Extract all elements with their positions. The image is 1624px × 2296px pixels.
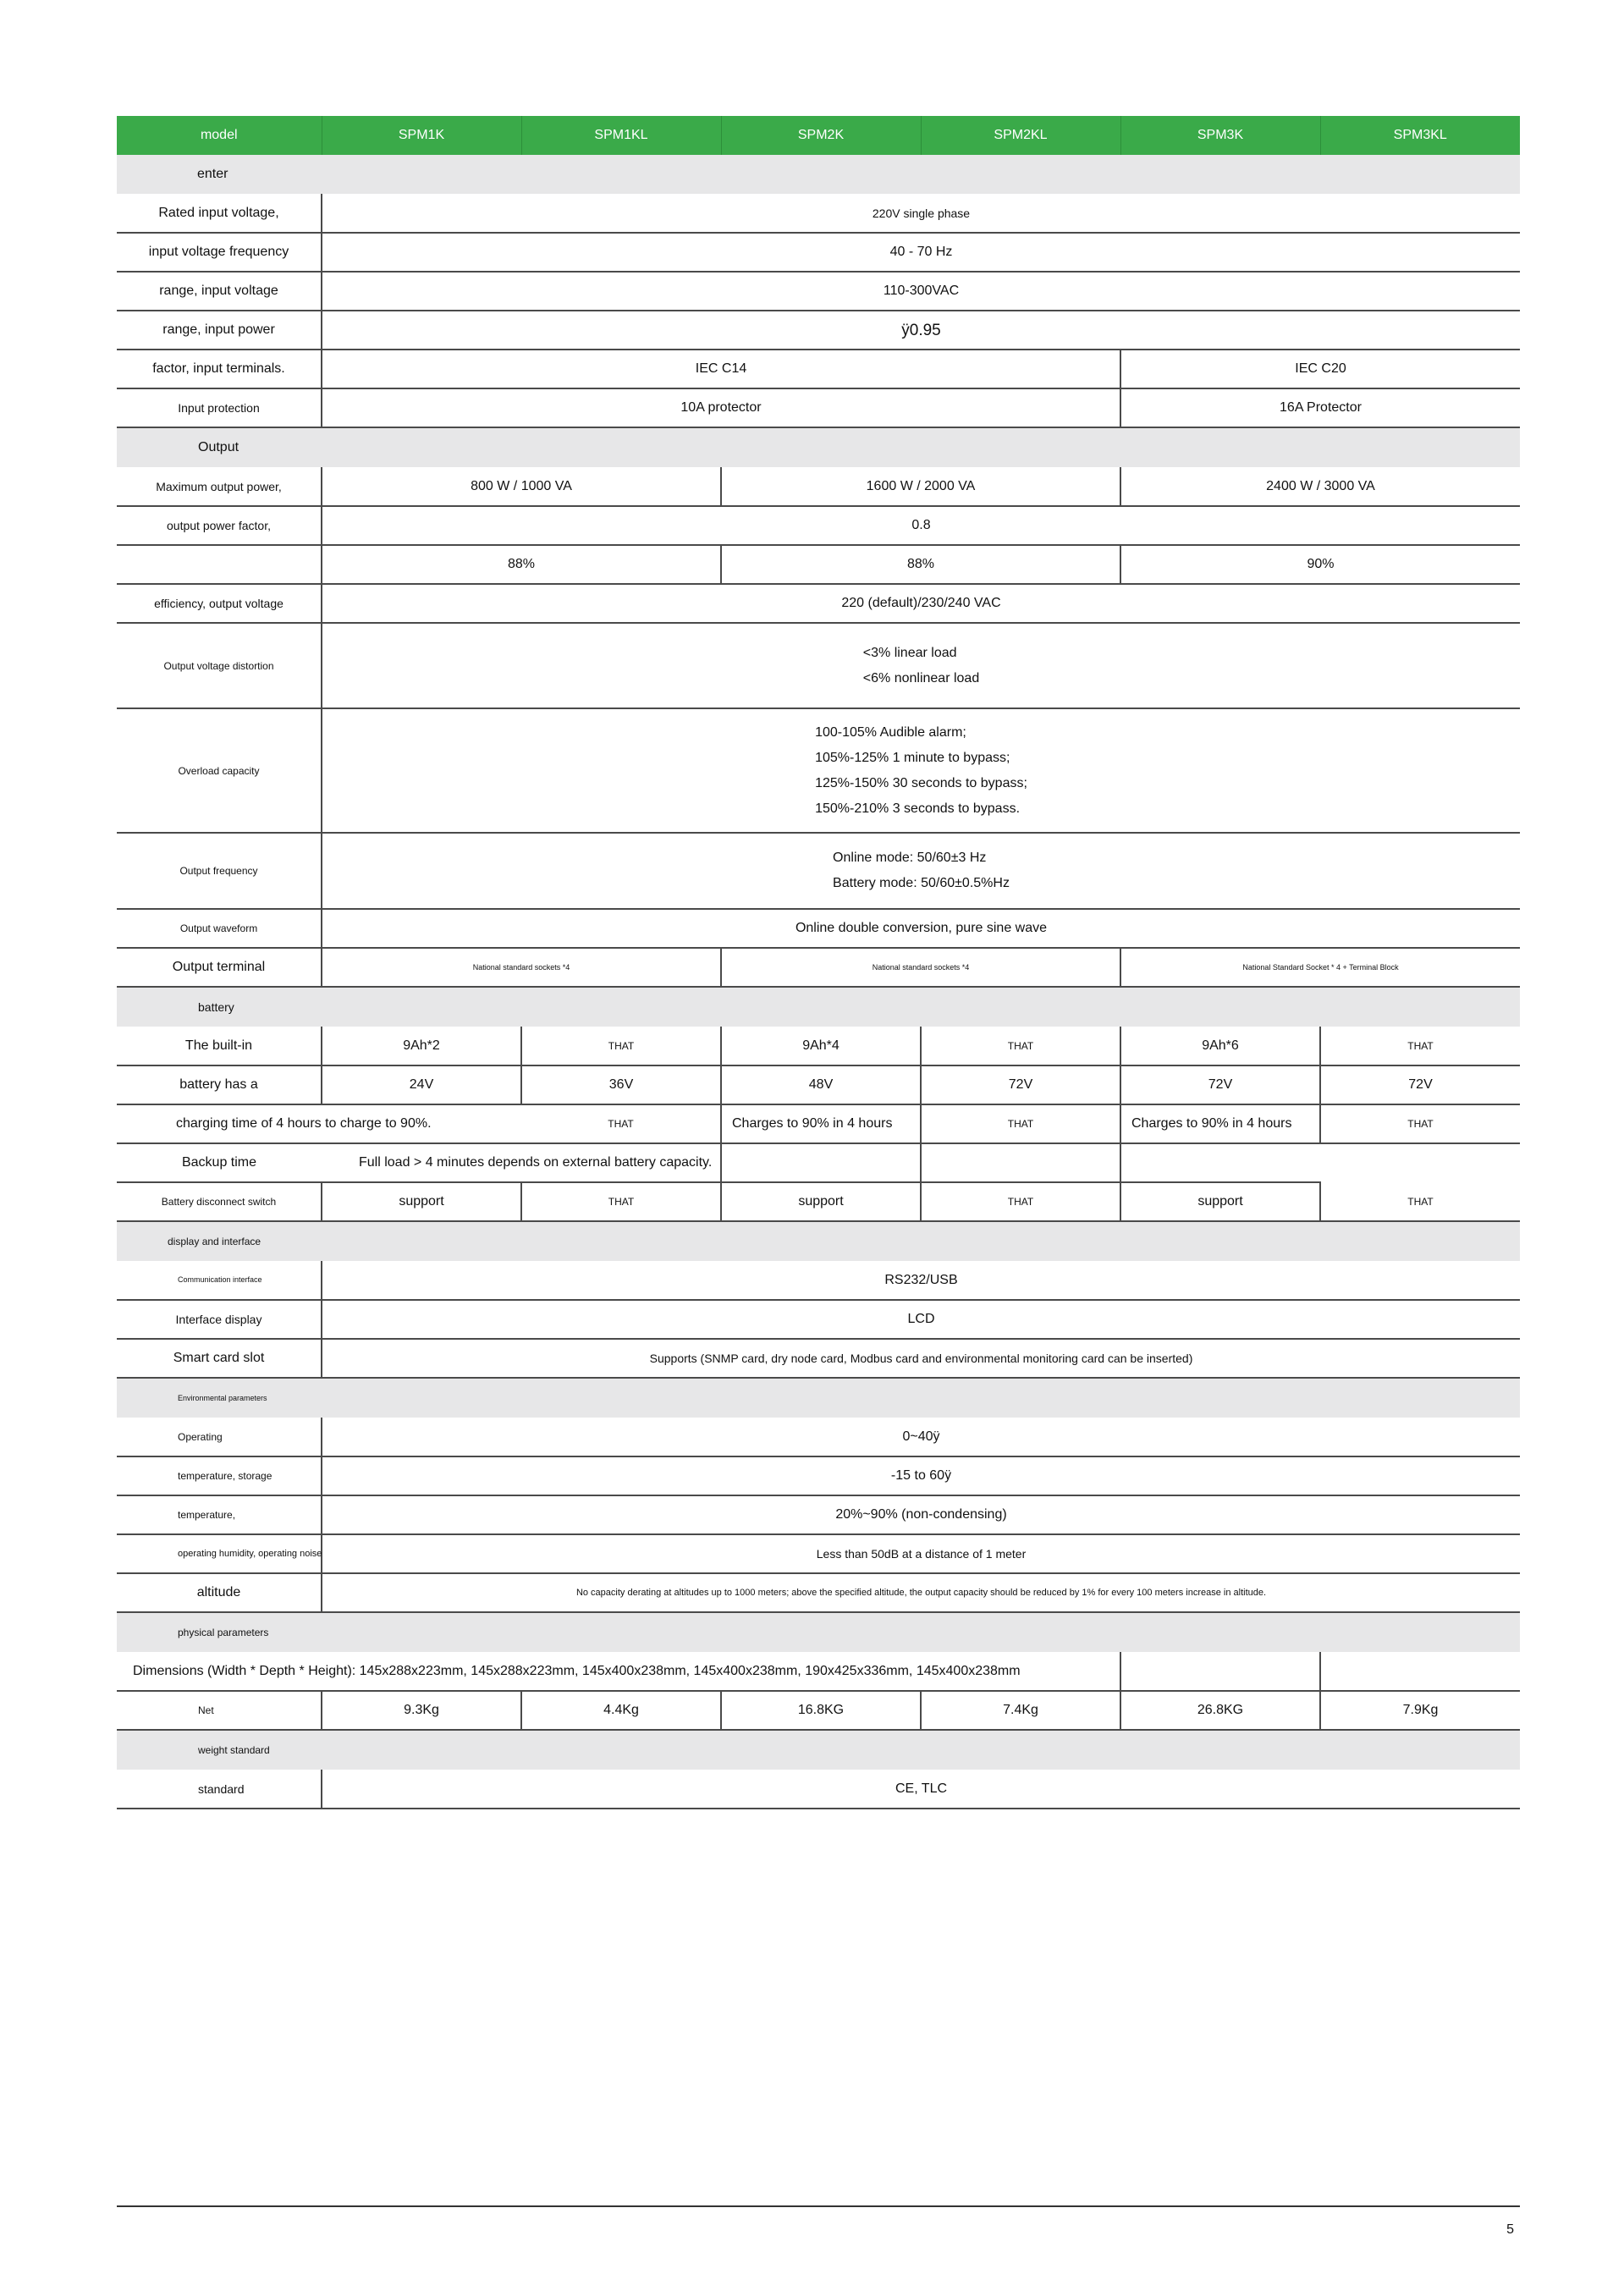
row-humidity <box>117 1495 1520 1534</box>
row-value: 0.8 <box>322 506 1520 545</box>
row-label: Interface display <box>117 1300 322 1339</box>
row-value: Charges to 90% in 4 hours <box>1120 1104 1320 1143</box>
row-value: Less than 50dB at a distance of 1 meter <box>322 1534 1520 1573</box>
row-output-voltage <box>117 584 1520 623</box>
section-battery <box>117 987 1520 1027</box>
model-spm3k: SPM3K <box>1120 116 1320 155</box>
row-value: 72V <box>1320 1065 1520 1104</box>
row-label: Operating <box>117 1418 322 1456</box>
row-input-voltage-range <box>117 272 1520 311</box>
row-label: Battery disconnect switch <box>117 1182 322 1221</box>
row-value-empty <box>1120 1143 1320 1182</box>
row-value: 9.3Kg <box>322 1691 521 1730</box>
row-value: THAT <box>921 1182 1120 1221</box>
row-value: support <box>721 1182 921 1221</box>
section-title: Environmental parameters <box>117 1378 1520 1418</box>
row-value-wrap <box>322 708 1520 833</box>
row-value: 26.8KG <box>1120 1691 1320 1730</box>
row-value: THAT <box>1320 1182 1520 1221</box>
row-output-distortion <box>117 623 1520 708</box>
row-label: temperature, storage <box>117 1456 322 1495</box>
row-value: Dimensions (Width * Depth * Height): 145x288x223mm, 145x288x223mm, 145x400x238mm, 145x400x238mm, 190x425x336mm, 145x400x238mm <box>117 1652 1120 1691</box>
row-value-wrap <box>322 623 1520 708</box>
row-efficiency <box>117 545 1520 584</box>
model-spm2kl: SPM2KL <box>921 116 1120 155</box>
row-input-power-factor <box>117 311 1520 350</box>
row-value: 40 - 70 Hz <box>322 233 1520 272</box>
row-label: standard <box>117 1770 322 1809</box>
row-output-waveform <box>117 909 1520 948</box>
row-label: Rated input voltage, <box>117 194 322 233</box>
row-charging-time <box>117 1104 1520 1143</box>
row-rated-input-voltage <box>117 194 1520 233</box>
row-value-empty <box>1120 1652 1320 1691</box>
row-value: 10A protector <box>322 388 1120 427</box>
row-input-frequency <box>117 233 1520 272</box>
row-value: National Standard Socket * 4 + Terminal Block <box>1120 948 1520 987</box>
row-value: ÿ0.95 <box>322 311 1520 350</box>
row-value: National standard sockets *4 <box>721 948 1120 987</box>
model-spm2k: SPM2K <box>721 116 921 155</box>
row-altitude <box>117 1573 1520 1612</box>
row-value: National standard sockets *4 <box>322 948 721 987</box>
row-label: charging time of 4 hours to charge to 90%. <box>117 1104 521 1143</box>
row-value: Online mode: 50/60±3 Hz Battery mode: 50/60±0.5%Hz <box>833 851 1010 890</box>
row-smart-card-slot <box>117 1339 1520 1378</box>
section-title: battery <box>117 987 1520 1027</box>
footer-divider <box>117 2205 1520 2207</box>
row-value: -15 to 60ÿ <box>322 1456 1520 1495</box>
row-value: 16.8KG <box>721 1691 921 1730</box>
row-label: Maximum output power, <box>117 467 322 506</box>
row-label <box>117 545 322 584</box>
row-label: range, input power <box>117 311 322 350</box>
row-value: <3% linear load <6% nonlinear load <box>862 645 980 685</box>
row-label: altitude <box>117 1573 322 1612</box>
row-value: 7.4Kg <box>921 1691 1120 1730</box>
row-label: efficiency, output voltage <box>117 584 322 623</box>
row-value: 20%~90% (non-condensing) <box>322 1495 1520 1534</box>
row-value-empty <box>1320 1652 1520 1691</box>
row-value: RS232/USB <box>322 1261 1520 1300</box>
row-value: THAT <box>521 1182 721 1221</box>
row-value: 9Ah*4 <box>721 1027 921 1065</box>
row-value: 48V <box>721 1065 921 1104</box>
section-title: display and interface <box>117 1221 1520 1261</box>
row-label: battery has a <box>117 1065 322 1104</box>
section-physical <box>117 1612 1520 1652</box>
row-label: output power factor, <box>117 506 322 545</box>
section-weight-standard <box>117 1730 1520 1770</box>
row-value: 90% <box>1120 545 1520 584</box>
row-label: The built-in <box>117 1027 322 1065</box>
row-label: Output frequency <box>117 833 322 909</box>
row-label: Smart card slot <box>117 1339 322 1378</box>
page-number: 5 <box>1506 2222 1514 2237</box>
row-battery-disconnect <box>117 1182 1520 1221</box>
row-label: operating humidity, operating noise <box>117 1534 322 1573</box>
row-output-frequency <box>117 833 1520 909</box>
row-value: 16A Protector <box>1120 388 1520 427</box>
row-operating-temp <box>117 1418 1520 1456</box>
model-spm1kl: SPM1KL <box>521 116 721 155</box>
row-value: 800 W / 1000 VA <box>322 467 721 506</box>
row-value: THAT <box>921 1027 1120 1065</box>
row-label: Output terminal <box>117 948 322 987</box>
row-value: support <box>322 1182 521 1221</box>
row-label: input voltage frequency <box>117 233 322 272</box>
row-label: temperature, <box>117 1495 322 1534</box>
row-label: Overload capacity <box>117 708 322 833</box>
row-input-terminals <box>117 350 1520 388</box>
row-net-weight <box>117 1691 1520 1730</box>
row-standard <box>117 1770 1520 1809</box>
row-label: Backup time <box>117 1143 322 1182</box>
row-storage-temp <box>117 1456 1520 1495</box>
row-value: 24V <box>322 1065 521 1104</box>
row-value: THAT <box>521 1027 721 1065</box>
row-value: THAT <box>921 1104 1120 1143</box>
row-value: Full load > 4 minutes depends on external battery capacity. <box>322 1143 721 1182</box>
row-value: 88% <box>322 545 721 584</box>
spec-table <box>117 116 1520 1809</box>
row-value: 2400 W / 3000 VA <box>1120 467 1520 506</box>
row-value: No capacity derating at altitudes up to 1000 meters; above the specified altitude, the output capacity should be reduced by 1% for every 100 meters increase in altitude. <box>322 1573 1520 1612</box>
row-noise <box>117 1534 1520 1573</box>
row-value: 4.4Kg <box>521 1691 721 1730</box>
row-value: 0~40ÿ <box>322 1418 1520 1456</box>
row-value: Charges to 90% in 4 hours <box>721 1104 921 1143</box>
row-value-empty <box>721 1143 921 1182</box>
row-label: Net <box>117 1691 322 1730</box>
row-label: Input protection <box>117 388 322 427</box>
section-title: enter <box>117 155 1520 194</box>
row-backup-time <box>117 1143 1520 1182</box>
model-header-row <box>117 116 1520 155</box>
row-value: 1600 W / 2000 VA <box>721 467 1120 506</box>
row-value: THAT <box>521 1104 721 1143</box>
row-value: 9Ah*2 <box>322 1027 521 1065</box>
row-value: 220V single phase <box>322 194 1520 233</box>
row-value: THAT <box>1320 1027 1520 1065</box>
row-value-empty <box>921 1143 1120 1182</box>
row-interface-display <box>117 1300 1520 1339</box>
model-spm3kl: SPM3KL <box>1320 116 1520 155</box>
row-output-power-factor <box>117 506 1520 545</box>
row-dimensions <box>117 1652 1520 1691</box>
row-comm-interface <box>117 1261 1520 1300</box>
row-value: 100-105% Audible alarm; 105%-125% 1 minute to bypass; 125%-150% 30 seconds to bypass; 150%-210% 3 seconds to bypass. <box>815 724 1027 816</box>
row-value: IEC C20 <box>1120 350 1520 388</box>
section-environment <box>117 1378 1520 1418</box>
row-value: CE, TLC <box>322 1770 1520 1809</box>
section-title: weight standard <box>117 1730 1520 1770</box>
row-label: range, input voltage <box>117 272 322 311</box>
row-value: 9Ah*6 <box>1120 1027 1320 1065</box>
row-battery-builtin <box>117 1027 1520 1065</box>
row-value: LCD <box>322 1300 1520 1339</box>
row-value: 7.9Kg <box>1320 1691 1520 1730</box>
row-value: THAT <box>1320 1104 1520 1143</box>
row-max-output-power <box>117 467 1520 506</box>
row-overload-capacity <box>117 708 1520 833</box>
row-label: Output waveform <box>117 909 322 948</box>
row-output-terminal <box>117 948 1520 987</box>
row-value: IEC C14 <box>322 350 1120 388</box>
row-label: Output voltage distortion <box>117 623 322 708</box>
row-value: 88% <box>721 545 1120 584</box>
row-value: 220 (default)/230/240 VAC <box>322 584 1520 623</box>
row-value: 110-300VAC <box>322 272 1520 311</box>
model-spm1k: SPM1K <box>322 116 521 155</box>
row-battery-voltage <box>117 1065 1520 1104</box>
row-value: 72V <box>1120 1065 1320 1104</box>
section-title: physical parameters <box>117 1612 1520 1652</box>
row-value: Online double conversion, pure sine wave <box>322 909 1520 948</box>
section-output <box>117 427 1520 467</box>
row-value-wrap <box>322 833 1520 909</box>
row-label: Communication interface <box>117 1261 322 1300</box>
row-value: 36V <box>521 1065 721 1104</box>
row-value: 72V <box>921 1065 1120 1104</box>
model-label: model <box>117 116 322 155</box>
row-value: Supports (SNMP card, dry node card, Modbus card and environmental monitoring card can be inserted) <box>322 1339 1520 1378</box>
section-display <box>117 1221 1520 1261</box>
row-input-protection <box>117 388 1520 427</box>
row-value: support <box>1120 1182 1320 1221</box>
section-title: Output <box>117 427 1520 467</box>
section-input <box>117 155 1520 194</box>
row-label: factor, input terminals. <box>117 350 322 388</box>
